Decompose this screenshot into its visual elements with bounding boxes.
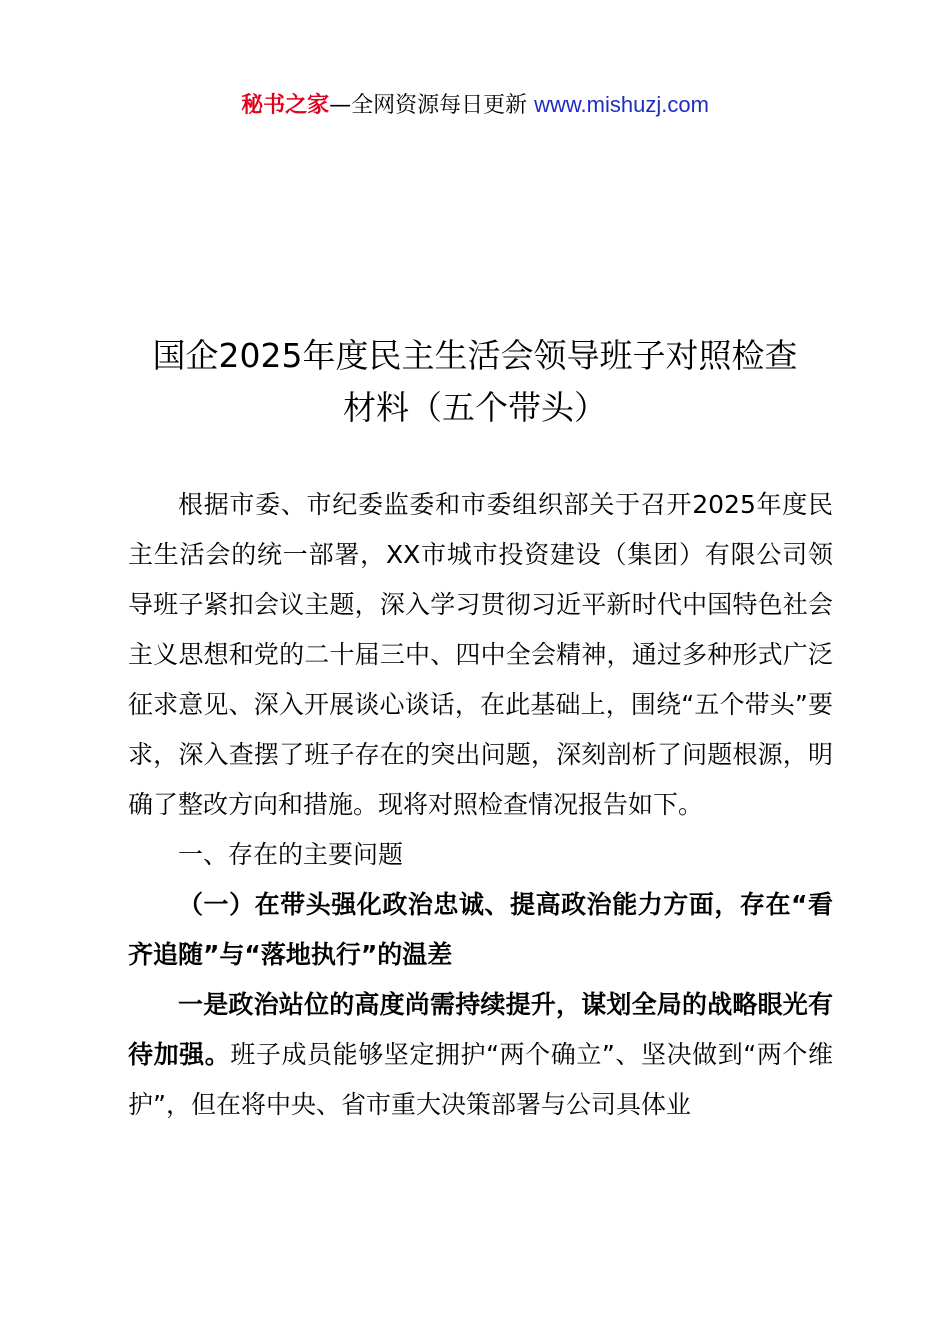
header-url-link[interactable]: www.mishuzj.com [534, 92, 709, 117]
brand-name: 秘书之家 [241, 93, 330, 118]
title-line-1: 国企2025年度民主生活会领导班子对照检查 [152, 336, 798, 375]
point-lead: 一是政治站位的高度尚需持续提升，谋划全局的战略眼光有待加强。 [128, 990, 833, 1069]
header-tagline: —全网资源每日更新 [329, 93, 535, 118]
intro-paragraph: 根据市委、市纪委监委和市委组织部关于召开2025年度民主生活会的统一部署，XX市城市投资建设（集团）有限公司领导班子紧扣会议主题，深入学习贯彻习近平新时代中国特色社会主义思想和党的二十届三中、四中全会精神，通过多种形式广泛征求意见、深入开展谈心谈话，在此基础上，围绕“五个带头”要求，深入查摆了班子存在的突出问题，深刻剖析了问题根源，明确了整改方向和措施。现将对照检查情况报告如下。 [128, 490, 833, 819]
page-header [0, 88, 950, 123]
point-text: 班子成员能够坚定拥护“两个确立”、坚决做到“两个维护”，但在将中央、省市重大决策部署与公司具体业 [128, 1040, 833, 1119]
document-body [128, 480, 833, 1130]
section-heading: 一、存在的主要问题 [178, 840, 404, 869]
title-line-2: 材料（五个带头） [343, 388, 607, 427]
document-title [100, 330, 850, 434]
subsection-heading: （一）在带头强化政治忠诚、提高政治能力方面，存在“看齐追随”与“落地执行”的温差 [128, 890, 833, 969]
point-paragraph [128, 980, 833, 1130]
